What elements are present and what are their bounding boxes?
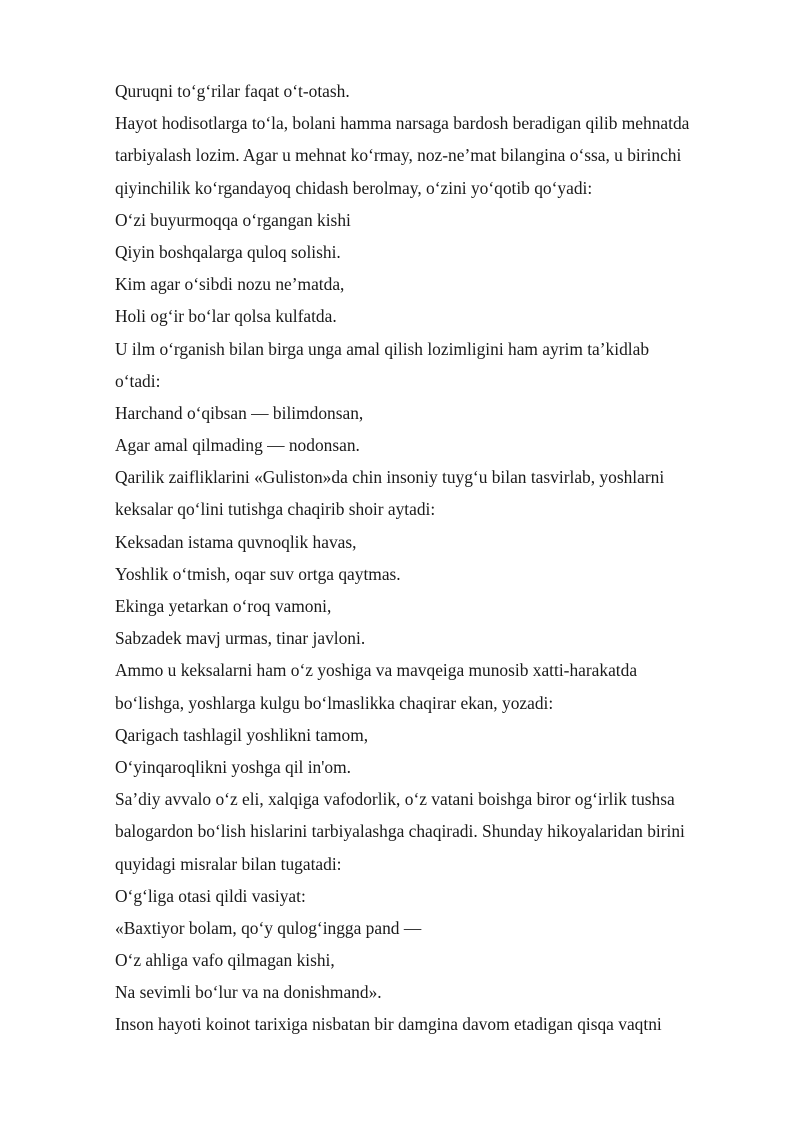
text-line: Keksadan istama quvnoqlik havas, [115, 531, 357, 552]
text-line: Harchand o‘qibsan — bilimdonsan, [115, 402, 364, 423]
text-line: O‘z ahliga vafo qilmagan kishi, [115, 950, 335, 971]
text-line: Na sevimli bo‘lur va na donishmand». [115, 982, 382, 1003]
text-line: qiyinchilik ko‘rgandayoq chidash berolmay, o‘zini yo‘qotib qo‘yadi: [115, 177, 593, 198]
text-line: balogardon bo‘lish hislarini tarbiyalashga chaqiradi. Shunday hikoyalaridan birini [115, 821, 685, 842]
text-line: Sabzadek mavj urmas, tinar javloni. [115, 628, 366, 649]
text-line: O‘g‘liga otasi qildi vasiyat: [115, 885, 306, 906]
text-line: Holi og‘ir bo‘lar qolsa kulfatda. [115, 306, 337, 327]
text-line: Inson hayoti koinot tarixiga nisbatan bir damgina davom etadigan qisqa vaqtni [115, 1014, 662, 1035]
text-line: Qarigach tashlagil yoshlikni tamom, [115, 724, 369, 745]
text-line: bo‘lishga, yoshlarga kulgu bo‘lmaslikka chaqirar ekan, yozadi: [115, 692, 554, 713]
text-line: U ilm o‘rganish bilan birga unga amal qilish lozimligini ham ayrim ta’kidlab [115, 338, 650, 359]
text-line: Qarilik zaifliklarini «Guliston»da chin insoniy tuyg‘u bilan tasvirlab, yoshlarni [115, 467, 665, 488]
text-line: Ammo u keksalarni ham o‘z yoshiga va mavqeiga munosib xatti-harakatda [115, 660, 638, 681]
text-line: Quruqni to‘g‘rilar faqat o‘t-otash. [115, 81, 350, 101]
text-line: Sa’diy avvalo o‘z eli, xalqiga vafodorlik, o‘z vatani boishga biror og‘irlik tushsa [115, 789, 675, 810]
text-line: tarbiyalash lozim. Agar u mehnat ko‘rmay, noz-ne’mat bilangina o‘ssa, u birinchi [115, 145, 682, 166]
text-line: Agar amal qilmading — nodonsan. [115, 435, 360, 456]
text-line: Qiyin boshqalarga quloq solishi. [115, 241, 341, 262]
text-line: quyidagi misralar bilan tugatadi: [115, 853, 342, 874]
text-line: «Baxtiyor bolam, qo‘y qulog‘ingga pand — [115, 917, 422, 938]
document-text [115, 75, 755, 1041]
text-line: O‘zi buyurmoqqa o‘rgangan kishi [115, 209, 351, 230]
text-line: keksalar qo‘lini tutishga chaqirib shoir aytadi: [115, 499, 436, 520]
text-line: o‘tadi: [115, 370, 161, 391]
text-line: Kim agar o‘sibdi nozu ne’matda, [115, 274, 345, 295]
text-line: O‘yinqaroqlikni yoshga qil in'om. [115, 756, 351, 777]
text-line: Yoshlik o‘tmish, oqar suv ortga qaytmas. [115, 563, 401, 584]
text-line: Ekinga yetarkan o‘roq vamoni, [115, 596, 332, 616]
text-line: Hayot hodisotlarga to‘la, bolani hamma narsaga bardosh beradigan qilib mehnatda [115, 113, 690, 134]
